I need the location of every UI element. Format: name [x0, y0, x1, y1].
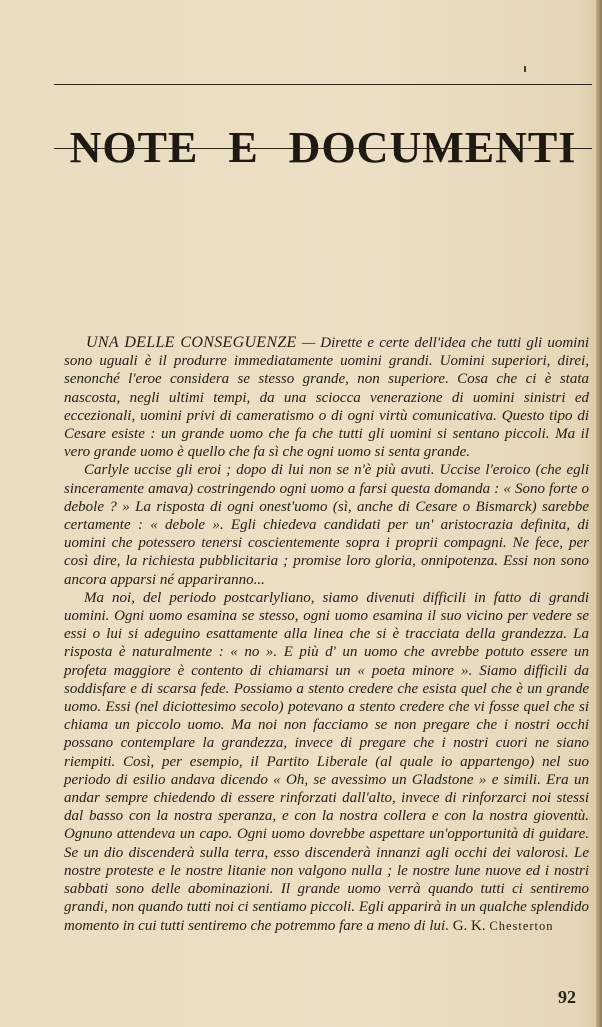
section-title: NOTE E DOCUMENTI — [69, 123, 577, 173]
print-speck — [524, 66, 526, 72]
author-initials: G. K. — [452, 917, 486, 934]
paragraph-3 — [64, 589, 589, 935]
paragraph-1 — [64, 334, 589, 461]
article-body — [64, 334, 589, 935]
article-lead: UNA DELLE CONSEGUENZE — [86, 334, 297, 351]
author-name: Chesterton — [489, 918, 554, 933]
bottom-rule — [54, 148, 592, 149]
page-number: 92 — [558, 987, 576, 1007]
paragraph-3-text: Ma noi, del periodo postcarlyliano, siamo divenuti difficili in fatto di grandi uomini. Ogni uomo esamina se stesso, ogni uomo esamina il suo vicino per vedere se essi o lui si adeguino esattamente alla linea che si è tracciata della grandezza. La risposta è naturalmente : « no ». E più d' un uomo che avrebbe potuto essere un profeta maggiore è contento di chiamarsi un « poeta minore ». Siamo difficili da soddisfare e di scarsa fede. Possiamo a stento credere che esista quel che è un grande uomo. Essi (nel diciottesimo secolo) potevano a stento credere che vi fosse quel che si chiama un piccolo uomo. Ma noi non facciamo se non pregare che i nostri occhi possano contemplare la grandezza, invece di pregare che i nostri cuori ne siano riempiti. Così, per esempio, il Partito Liberale (al quale io appartengo) nel suo periodo di esilio andava dicendo « Oh, se avessimo un Gladstone » e simili. Era un andar sempre chiedendo di essere rinforzati dall'alto, invece di rinforzarci noi stessi dal basso con la nostra speranza, e con la nostra collera e con la nostra gioventù. Ognuno attendeva un capo. Ogni uomo dovrebbe aspettare un'opportunità di guidare. Se un dio discenderà sulla terra, esso discenderà innanzi agli occhi dei valorosi. Le nostre proteste e le nostre litanie non valgono nulla ; le nostre lune nuove ed i nostri sabbati sono delle abominazioni. Il grande uomo verrà quando tutti ci sentiremo grandi, non quando tutti noi ci sentiamo piccoli. Egli apparirà in un qualche splendido momento in cui tutti sentiremo che potremmo fare a meno di lui. — [64, 589, 589, 934]
paragraph-2: Carlyle uccise gli eroi ; dopo di lui non se n'è più avuti. Uccise l'eroico (che egli sinceramente amava) costringendo ogni uomo a farsi questa domanda : « Sono forte o debole ? » La risposta di ogni onest'uomo (sì, anche di Cesare o Bismarck) sarebbe certamente : « debole ». Egli chiedeva candidati per un' aristocrazia definita, di uomini che potessero tenersi coscientemente sopra i proprii compagni. Ne fece, per così dire, la richiesta pubblicitaria ; promise loro gloria, onnipotenza. Essi non sono ancora apparsi né appariranno... — [64, 462, 589, 588]
page-edge — [596, 0, 602, 1027]
paragraph-1-text: — Dirette e certe dell'idea che tutti gli uomini sono uguali è il produrre immediatamente uomini grandi. Uomini superiori, direi, senonché l'eroe considera se stesso grande, non superiore. Cosa che ci è stata nascosta, negli ultimi tempi, da una sciocca venerazione di uomini sinistri ed eccezionali, uomini privi di cameratismo o di ogni virtù comunicativa. Questo tipo di Cesare esiste : un grande uomo che fa che tutti gli uomini si sentano piccoli. Ma il vero grande uomo è quello che fa sì che ogni uomo si senta grande. — [64, 335, 590, 461]
top-rule — [54, 84, 592, 85]
